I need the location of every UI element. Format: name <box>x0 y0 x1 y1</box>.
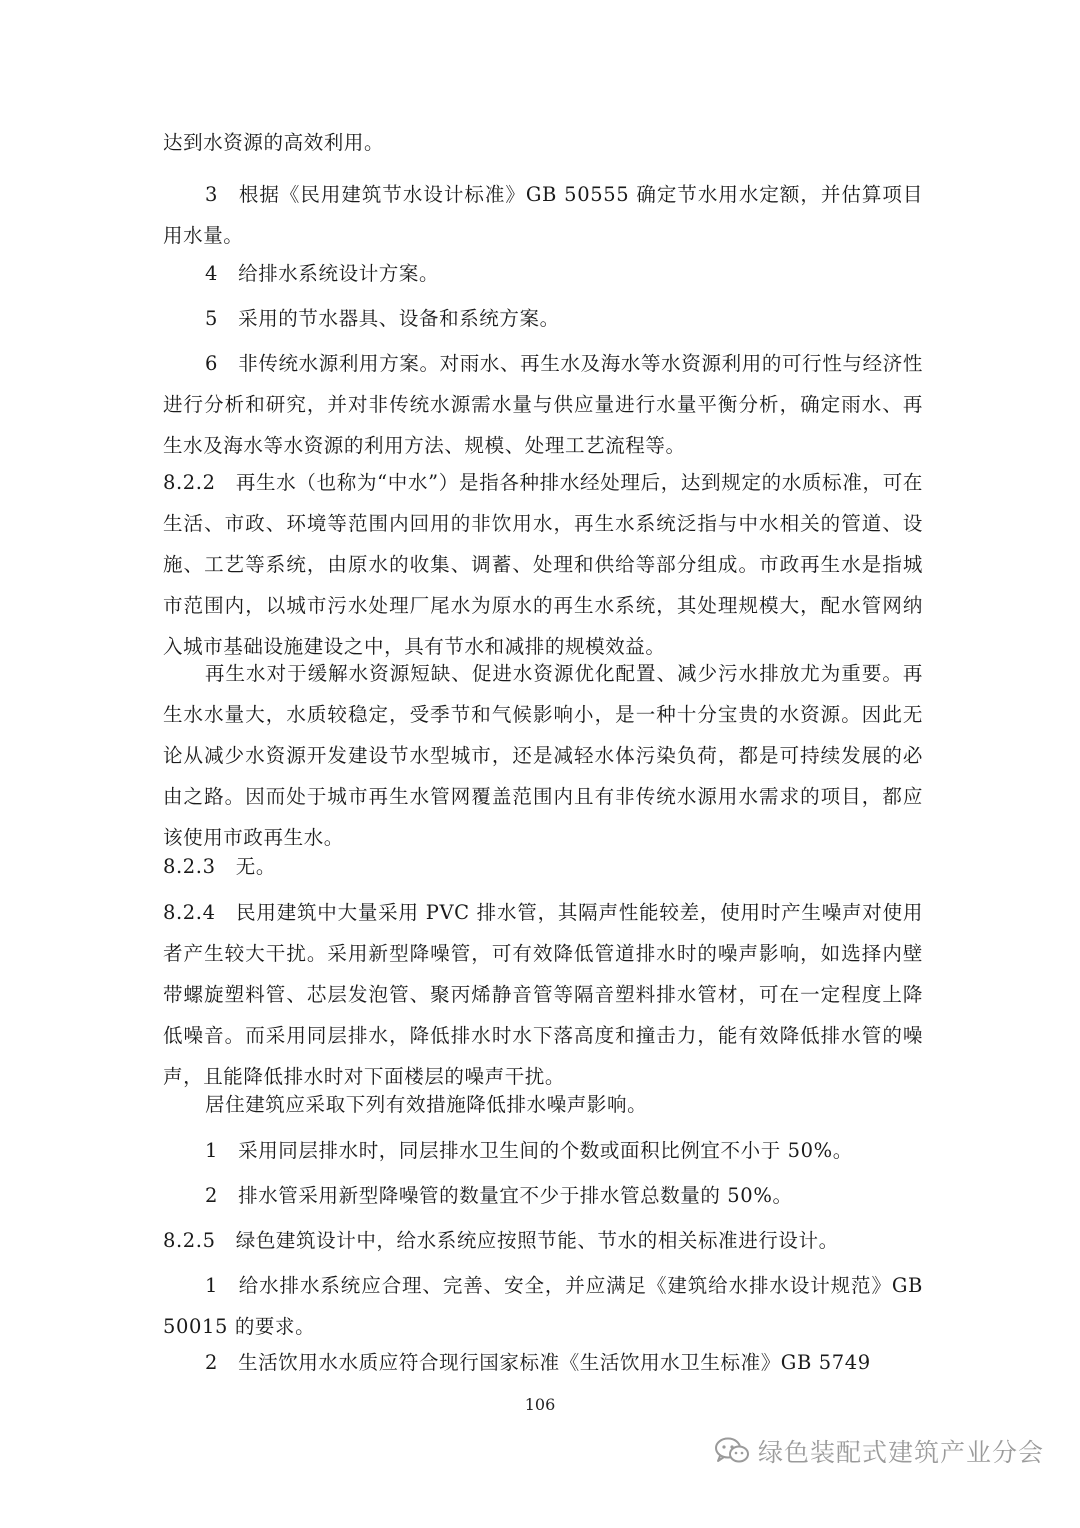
wechat-watermark <box>714 1433 1044 1469</box>
paragraph-item-5: 5 采用的节水器具、设备和系统方案。 <box>205 307 560 330</box>
clause-8-2-3: 8.2.3 无。 <box>163 855 276 878</box>
wechat-icon <box>714 1437 750 1465</box>
paragraph-1: 达到水资源的高效利用。 <box>163 131 385 154</box>
paragraph-supply-2: 2 生活饮用水水质应符合现行国家标准《生活饮用水卫生标准》GB 5749 <box>205 1351 871 1374</box>
paragraph-residential-measures: 居住建筑应采取下列有效措施降低排水噪声影响。 <box>205 1093 648 1116</box>
clause-8-2-4: 8.2.4 民用建筑中大量采用 PVC 排水管，其隔声性能较差，使用时产生噪声对使用者产生较大干扰。采用新型降噪管，可有效降低管道排水时的噪声影响，如选择内壁带螺旋塑料管、芯层发泡管、聚丙烯静音管等隔音塑料排水管材，可在一定程度上降低噪音。而采用同层排水，降低排水时水下落高度和撞击力，能有效降低排水管的噪声，且能降低排水时对下面楼层的噪声干扰。 <box>163 901 923 1088</box>
paragraph-item-4: 4 给排水系统设计方案。 <box>205 262 440 285</box>
paragraph-measure-1: 1 采用同层排水时，同层排水卫生间的个数或面积比例宜不小于 50%。 <box>205 1139 853 1162</box>
paragraph-item-3: 3 根据《民用建筑节水设计标准》GB 50555 确定节水用水定额，并估算项目用水量。 <box>163 183 923 247</box>
clause-8-2-2: 8.2.2 再生水（也称为“中水”）是指各种排水经处理后，达到规定的水质标准，可在生活、市政、环境等范围内回用的非饮用水，再生水系统泛指与中水相关的管道、设施、工艺等系统，由原水的收集、调蓄、处理和供给等部分组成。市政再生水是指城市范围内，以城市污水处理厂尾水为原水的再生水系统，其处理规模大，配水管网纳入城市基础设施建设之中，具有节水和减排的规模效益。 <box>163 471 923 658</box>
paragraph-item-6: 6 非传统水源利用方案。对雨水、再生水及海水等水资源利用的可行性与经济性进行分析和研究，并对非传统水源需水量与供应量进行水量平衡分析，确定雨水、再生水及海水等水资源的利用方法、规模、处理工艺流程等。 <box>163 352 923 457</box>
paragraph-supply-1: 1 给水排水系统应合理、完善、安全，并应满足《建筑给水排水设计规范》GB 50015 的要求。 <box>163 1274 923 1338</box>
clause-8-2-5: 8.2.5 绿色建筑设计中，给水系统应按照节能、节水的相关标准进行设计。 <box>163 1229 839 1252</box>
watermark-text: 绿色装配式建筑产业分会 <box>757 1438 1044 1467</box>
paragraph-reclaimed-water: 再生水对于缓解水资源短缺、促进水资源优化配置、减少污水排放尤为重要。再生水水量大，水质较稳定，受季节和气候影响小，是一种十分宝贵的水资源。因此无论从减少水资源开发建设节水型城市，还是减轻水体污染负荷，都是可持续发展的必由之路。因而处于城市再生水管网覆盖范围内且有非传统水源用水需求的项目，都应该使用市政再生水。 <box>163 662 923 849</box>
page-number: 106 <box>524 1395 556 1414</box>
paragraph-measure-2: 2 排水管采用新型降噪管的数量宜不少于排水管总数量的 50%。 <box>205 1184 793 1207</box>
